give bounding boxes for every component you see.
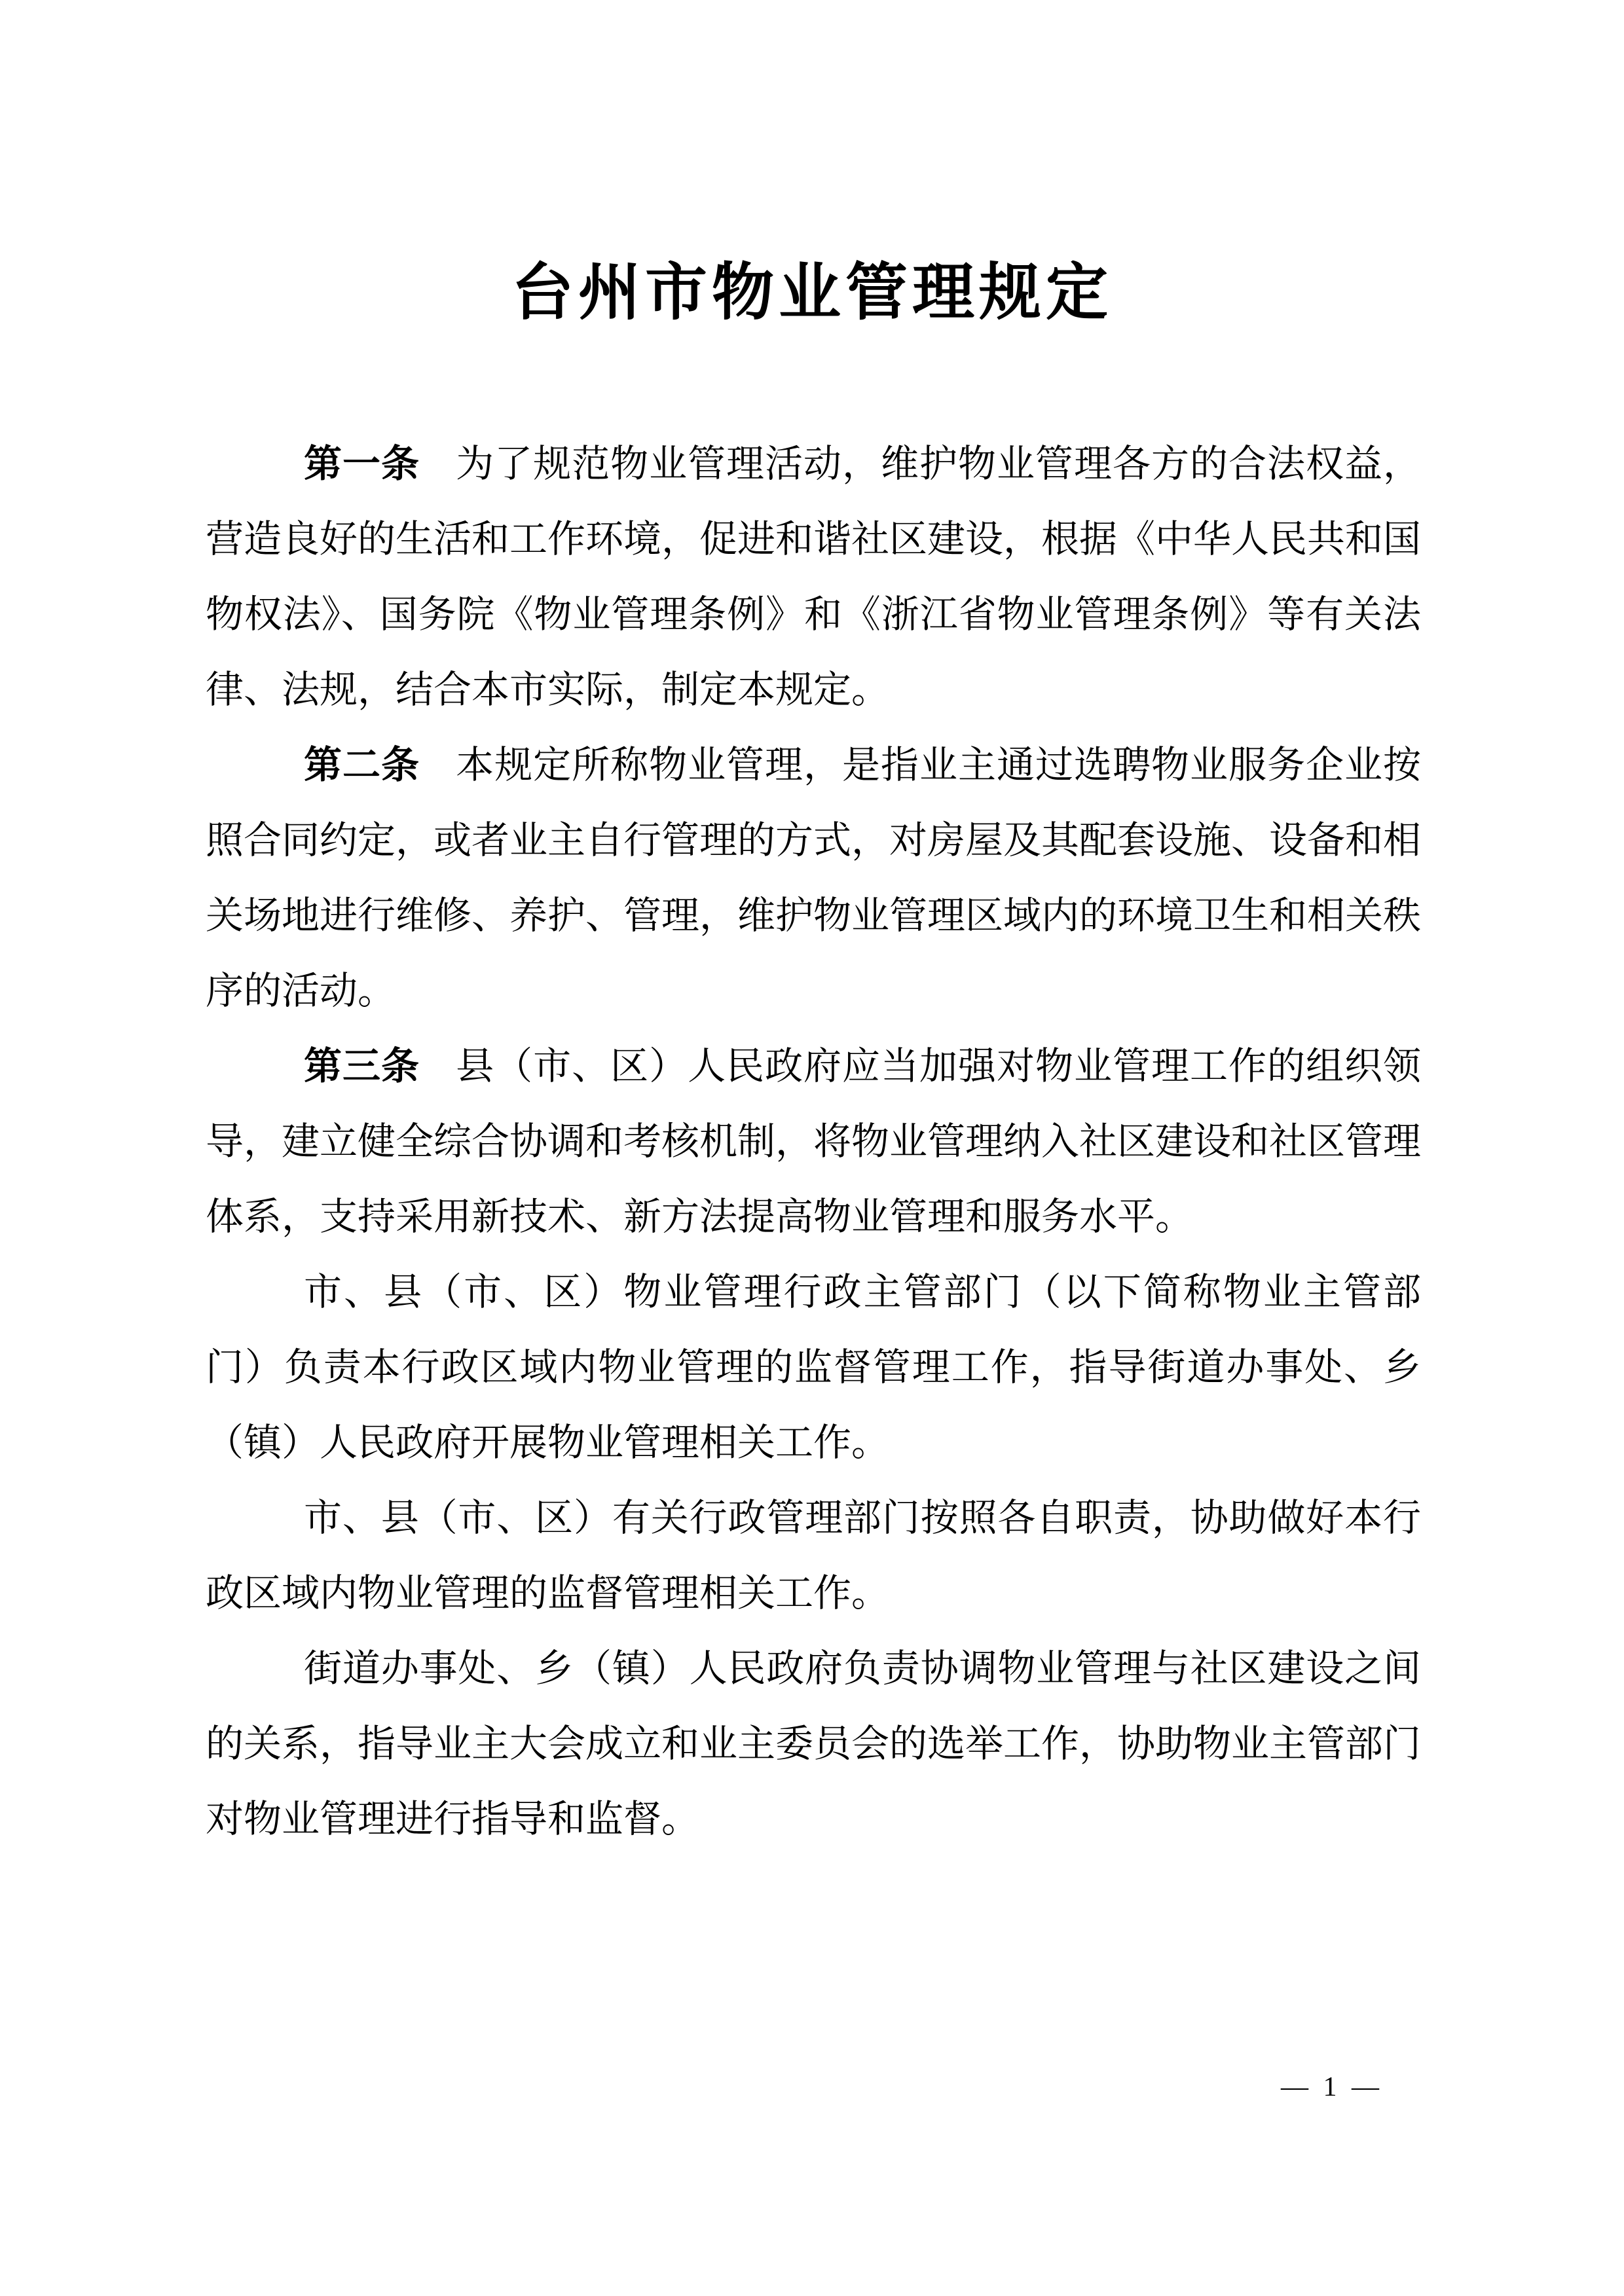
- page-number: — 1 —: [1281, 2072, 1383, 2102]
- paragraph-text: 街道办事处、乡（镇）人民政府负责协调物业管理与社区建设之间的关系，指导业主大会成立和业主委员会的选举工作，协助物业主管部门对物业管理进行指导和监督。: [206, 1647, 1422, 1840]
- paragraph-text: 本规定所称物业管理，是指业主通过选聘物业服务企业按照合同约定，或者业主自行管理的方式，对房屋及其配套设施、设备和相关场地进行维修、养护、管理，维护物业管理区域内的环境卫生和相关秩序的活动。: [206, 744, 1422, 1012]
- paragraph: [206, 1029, 1421, 1254]
- paragraph: [206, 1480, 1421, 1631]
- document-title: 台州市物业管理规定: [511, 258, 1113, 327]
- paragraph-text: 县（市、区）人民政府应当加强对物业管理工作的组织领导，建立健全综合协调和考核机制，将物业管理纳入社区建设和社区管理体系，支持采用新技术、新方法提高物业管理和服务水平。: [206, 1045, 1422, 1238]
- document-body: [206, 426, 1421, 1857]
- paragraph-text: 为了规范物业管理活动，维护物业管理各方的合法权益，营造良好的生活和工作环境，促进和谐社区建设，根据《中华人民共和国物权法》、国务院《物业管理条例》和《浙江省物业管理条例》等有关法律、法规，结合本市实际，制定本规定。: [206, 443, 1422, 711]
- paragraph: [206, 1254, 1421, 1480]
- paragraph: [206, 1631, 1421, 1857]
- paragraph: [206, 727, 1421, 1029]
- article-number: 第二条: [304, 744, 420, 786]
- paragraph-text: 市、县（市、区）物业管理行政主管部门（以下简称物业主管部门）负责本行政区域内物业管理的监督管理工作，指导街道办事处、乡（镇）人民政府开展物业管理相关工作。: [206, 1271, 1421, 1464]
- article-number: 第三条: [304, 1045, 420, 1087]
- paragraph: [206, 426, 1421, 727]
- paragraph-text: 市、县（市、区）有关行政管理部门按照各自职责，协助做好本行政区域内物业管理的监督管理相关工作。: [206, 1497, 1421, 1614]
- article-number: 第一条: [304, 443, 420, 485]
